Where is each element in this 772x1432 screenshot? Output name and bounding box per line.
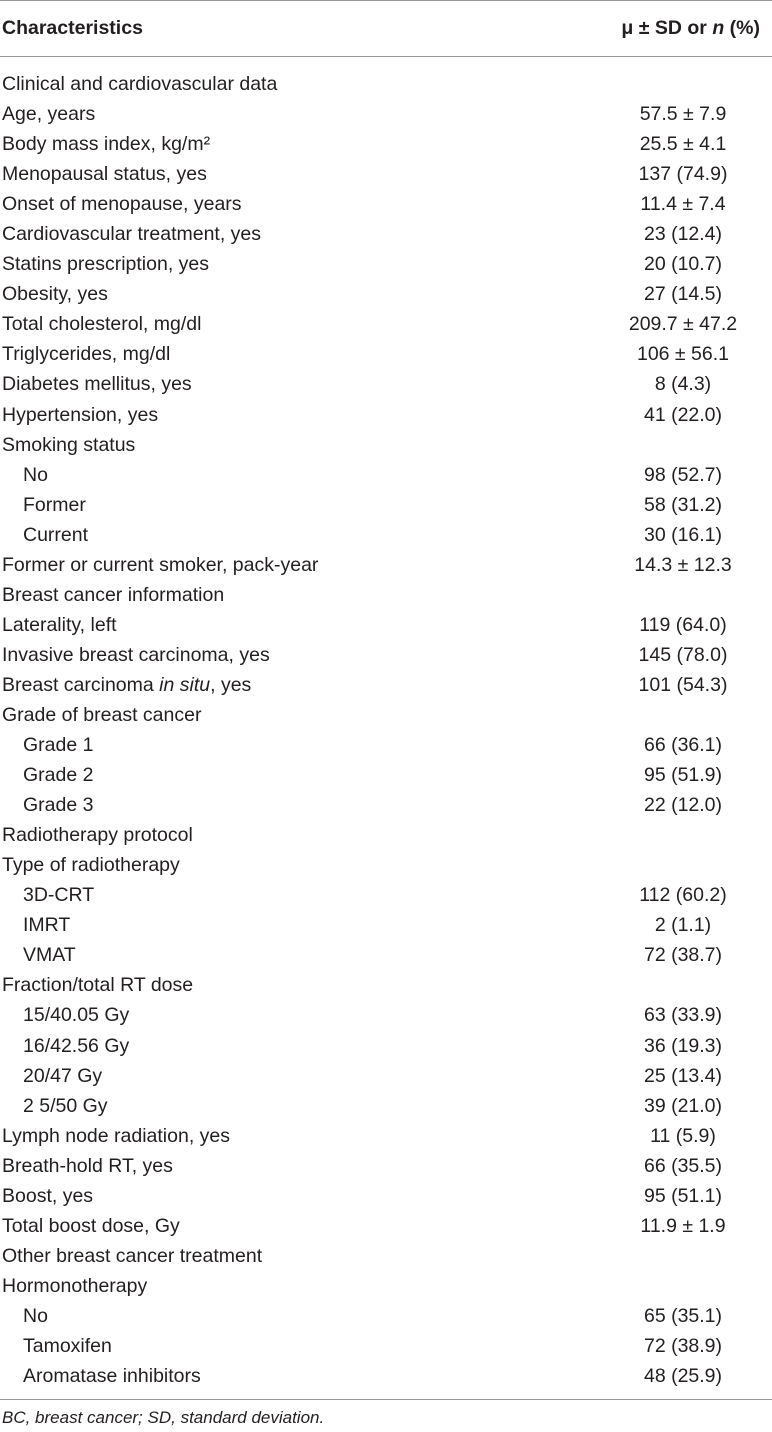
row-label: Age, years: [2, 103, 96, 126]
table-row: [0, 309, 772, 339]
row-value: 106 ± 56.1: [636, 343, 730, 366]
table-row: [0, 219, 772, 249]
row-label: 20/47 Gy: [23, 1064, 103, 1087]
table-row: [0, 1361, 772, 1391]
header-statistic-suffix: (%): [724, 17, 760, 39]
table-row: [0, 430, 772, 460]
row-value: 11.4 ± 7.4: [640, 193, 726, 216]
table-row: [0, 339, 772, 369]
table-row: [0, 580, 772, 610]
table-row: [0, 1151, 772, 1181]
table-row: [0, 1241, 772, 1271]
row-label: Hypertension, yes: [2, 403, 159, 426]
table-row: [0, 99, 772, 129]
row-value: 66 (36.1): [643, 734, 723, 757]
table-row: [0, 610, 772, 640]
table-row: [0, 1061, 772, 1091]
row-label: Cardiovascular treatment, yes: [2, 223, 262, 246]
table-row: [0, 1091, 772, 1121]
header-statistic-n: n: [712, 17, 725, 39]
row-label: Diabetes mellitus, yes: [2, 373, 192, 396]
header-rule: [0, 56, 772, 57]
row-label: Lymph node radiation, yes: [2, 1124, 231, 1147]
row-value: 98 (52.7): [643, 463, 723, 486]
row-label: Menopausal status, yes: [2, 163, 207, 186]
table-row: [0, 1331, 772, 1361]
row-value: 65 (35.1): [643, 1304, 723, 1327]
row-label: Breath-hold RT, yes: [2, 1154, 173, 1177]
row-value: 20 (10.7): [643, 253, 723, 276]
row-value: 66 (35.5): [643, 1154, 723, 1177]
table-row: [0, 460, 772, 490]
table-row: [0, 1121, 772, 1151]
row-label: Former: [23, 493, 86, 516]
table-row: [0, 189, 772, 219]
row-value: 11 (5.9): [650, 1124, 716, 1147]
row-value: 36 (19.3): [643, 1034, 723, 1057]
table-row: [0, 1211, 772, 1241]
row-value: 11.9 ± 1.9: [640, 1214, 726, 1237]
table-row: [0, 850, 772, 880]
row-label: Obesity, yes: [2, 283, 108, 306]
row-value: 41 (22.0): [643, 403, 723, 426]
row-value: 25 (13.4): [643, 1064, 723, 1087]
row-label: Former or current smoker, pack-year: [2, 553, 319, 576]
table-row: [0, 700, 772, 730]
row-value: 27 (14.5): [643, 283, 723, 306]
table-row: [0, 880, 772, 910]
table-header-row: [0, 0, 772, 56]
table-row: [0, 129, 772, 159]
row-value: 63 (33.9): [643, 1004, 723, 1027]
row-value: 58 (31.2): [643, 493, 723, 516]
row-value: 14.3 ± 12.3: [634, 553, 732, 576]
table-row: [0, 69, 772, 99]
row-label: Current: [23, 523, 89, 546]
row-label: Laterality, left: [2, 613, 117, 636]
row-value: 119 (64.0): [639, 613, 727, 636]
row-value: 209.7 ± 47.2: [628, 313, 738, 336]
row-label: No: [23, 1304, 48, 1327]
row-label: IMRT: [23, 914, 71, 937]
table-row: [0, 790, 772, 820]
row-label: 3D-CRT: [23, 884, 95, 907]
row-value: 57.5 ± 7.9: [639, 103, 727, 126]
table-row: [0, 1271, 772, 1301]
table-row: [0, 550, 772, 580]
row-value: 39 (21.0): [643, 1094, 723, 1117]
row-value: 137 (74.9): [638, 163, 728, 186]
table-row: [0, 1301, 772, 1331]
row-value: 25.5 ± 4.1: [639, 133, 727, 156]
row-label: Grade 2: [23, 764, 94, 787]
row-label: Other breast cancer treatment: [2, 1244, 263, 1267]
bottom-rule: [0, 1399, 772, 1400]
row-value: 72 (38.7): [643, 944, 723, 967]
row-label: Onset of menopause, years: [2, 193, 242, 216]
table-row: [0, 490, 772, 520]
table-row: [0, 910, 772, 940]
row-value: 48 (25.9): [643, 1365, 723, 1388]
row-label: Clinical and cardiovascular data: [2, 73, 278, 95]
row-value: 95 (51.1): [643, 1184, 723, 1207]
row-label: 15/40.05 Gy: [23, 1004, 130, 1027]
row-value: 95 (51.9): [643, 764, 723, 787]
row-value: 112 (60.2): [639, 884, 727, 907]
row-label: 16/42.56 Gy: [23, 1034, 130, 1057]
row-label: Grade of breast cancer: [2, 703, 202, 726]
table-row: [0, 520, 772, 550]
row-label: Total boost dose, Gy: [2, 1214, 180, 1237]
row-label: Tamoxifen: [23, 1334, 112, 1357]
row-label: Triglycerides, mg/dl: [2, 343, 171, 366]
header-statistic-prefix: μ ± SD or: [621, 17, 713, 39]
row-label: Statins prescription, yes: [2, 253, 210, 276]
row-value: 101 (54.3): [638, 673, 728, 696]
table-row: [0, 249, 772, 279]
row-label: Grade 3: [23, 794, 94, 817]
row-label: Type of radiotherapy: [2, 854, 180, 877]
row-value: 8 (4.3): [654, 373, 712, 396]
header-characteristics: Characteristics: [2, 17, 143, 39]
row-label: Body mass index, kg/m²: [2, 133, 211, 156]
row-value: 23 (12.4): [643, 223, 723, 246]
row-label: 2 5/50 Gy: [23, 1094, 108, 1117]
table-footnote: BC, breast cancer; SD, standard deviation.: [2, 1408, 325, 1427]
table-row: [0, 369, 772, 399]
header-statistic: [621, 17, 760, 40]
table-row: [0, 1031, 772, 1061]
table-row: [0, 940, 772, 970]
row-label: No: [23, 463, 48, 486]
table-row: [0, 820, 772, 850]
row-label: Fraction/total RT dose: [2, 974, 194, 997]
row-value: 30 (16.1): [643, 523, 723, 546]
table-body: [0, 69, 772, 1391]
row-label: Aromatase inhibitors: [23, 1365, 201, 1388]
row-label: Total cholesterol, mg/dl: [2, 313, 202, 336]
table-row: [0, 760, 772, 790]
row-label: VMAT: [23, 944, 76, 967]
table-row: [0, 970, 772, 1000]
row-label: Breast carcinoma in situ, yes: [2, 673, 252, 696]
row-label: Breast cancer information: [2, 583, 225, 606]
row-label: Hormonotherapy: [2, 1274, 148, 1297]
table-row: [0, 159, 772, 189]
row-label: Boost, yes: [2, 1184, 94, 1207]
table-row: [0, 1181, 772, 1211]
row-value: 145 (78.0): [638, 643, 728, 666]
row-label: Grade 1: [23, 734, 94, 757]
table-row: [0, 730, 772, 760]
row-label: Radiotherapy protocol: [2, 824, 193, 847]
row-label: Smoking status: [2, 433, 136, 456]
table-row: [0, 670, 772, 700]
row-value: 22 (12.0): [643, 794, 723, 817]
table-row: [0, 400, 772, 430]
row-value: 2 (1.1): [654, 914, 712, 937]
table-row: [0, 640, 772, 670]
table-row: [0, 1000, 772, 1030]
row-value: 72 (38.9): [643, 1334, 723, 1357]
table-row: [0, 279, 772, 309]
row-label: Invasive breast carcinoma, yes: [2, 643, 270, 666]
